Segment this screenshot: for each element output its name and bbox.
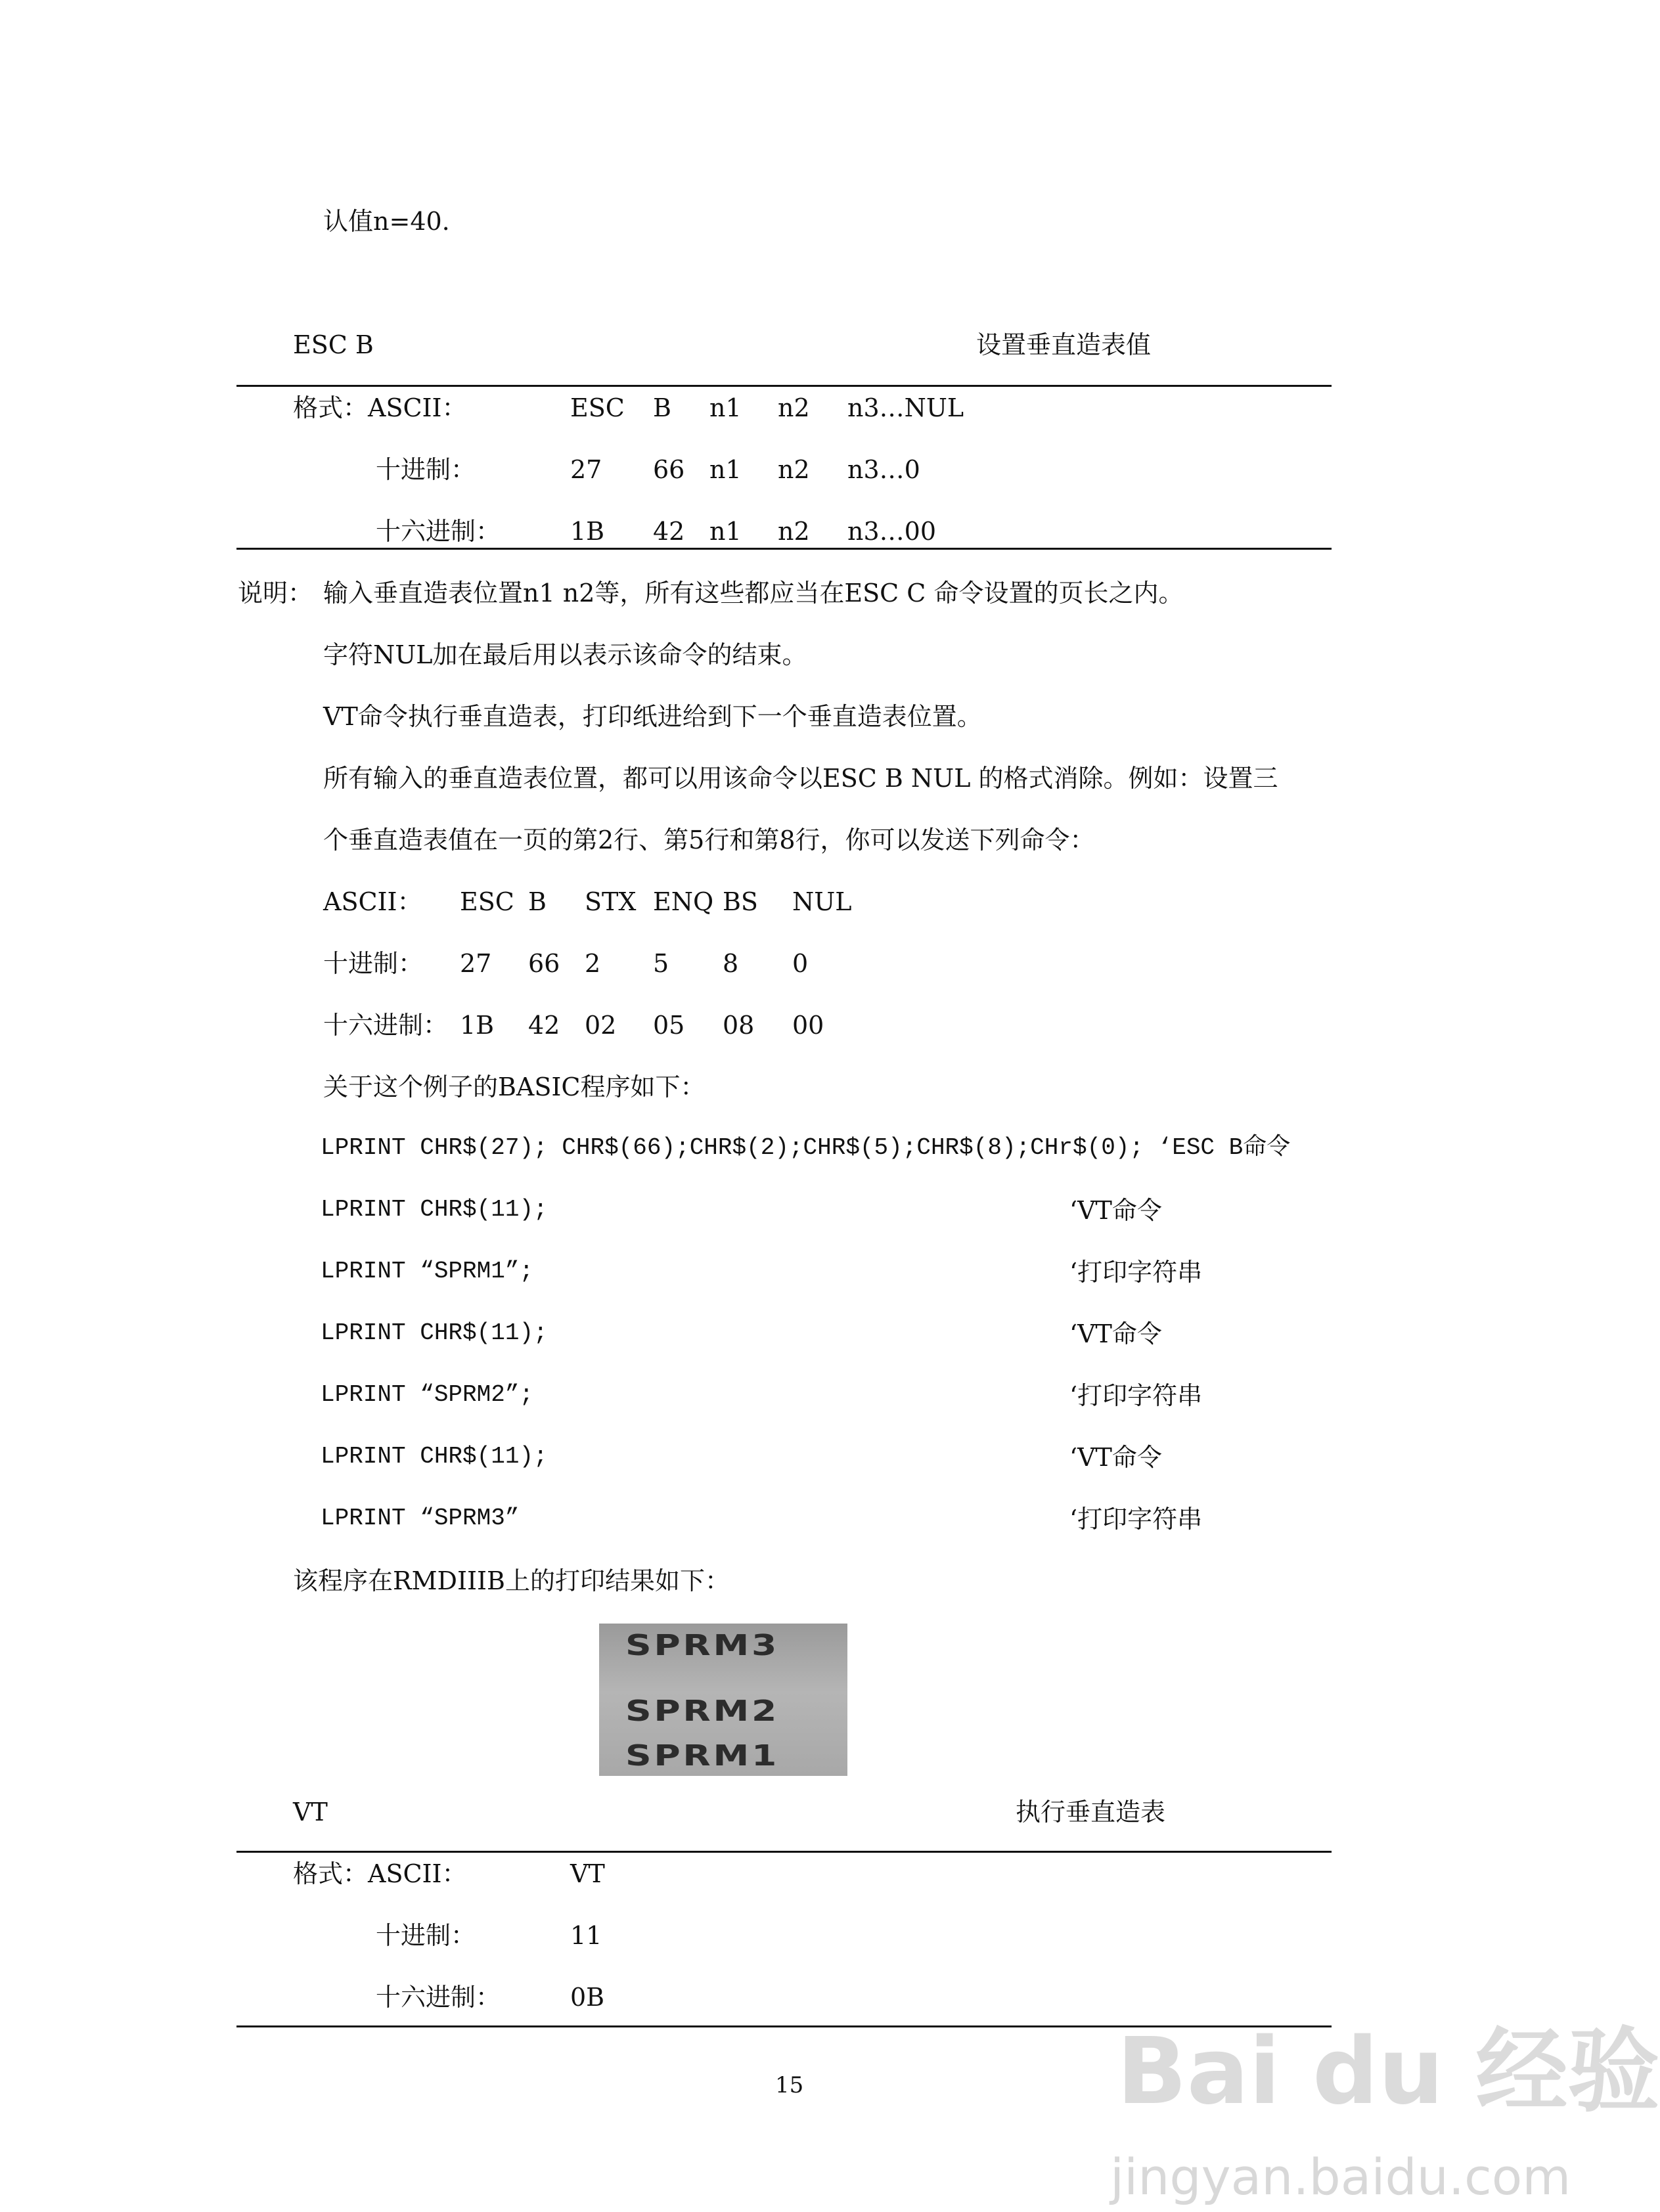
- printout-line-2: SPRM2: [625, 1694, 780, 1728]
- escb-ascii-0: ESC: [570, 393, 625, 422]
- example-hex-1: 42: [528, 1011, 560, 1040]
- vt-title: 执行垂直造表: [1016, 1798, 1166, 1826]
- description-line-5: 个垂直造表值在一页的第2行、第5行和第8行，你可以发送下列命令：: [323, 826, 1095, 854]
- program-line-4: LPRINT CHR$(11);: [321, 1319, 548, 1346]
- example-dec-5: 0: [792, 949, 809, 978]
- escb-top-rule: [236, 385, 1332, 387]
- program-comment-7: ‘打印字符串: [1069, 1505, 1203, 1534]
- program-line-6: LPRINT CHR$(11);: [321, 1443, 548, 1470]
- vt-ascii-value: VT: [570, 1859, 605, 1888]
- vt-top-rule: [236, 1851, 1332, 1853]
- example-ascii-0: ESC: [460, 887, 514, 916]
- example-hex-0: 1B: [460, 1011, 495, 1040]
- vt-dec-label: 十进制：: [376, 1921, 476, 1950]
- program-line-1: LPRINT CHR$(27); CHR$(66);CHR$(2);CHR$(5);CHR$(8);CHr$(0); ‘ESC B命令: [321, 1134, 1291, 1161]
- escb-ascii-3: n2: [778, 393, 810, 422]
- basic-intro: 关于这个例子的BASIC程序如下：: [323, 1073, 706, 1101]
- description-line-3: VT命令执行垂直造表，打印纸进给到下一个垂直造表位置。: [323, 702, 982, 731]
- example-hex-2: 02: [585, 1011, 617, 1040]
- description-label: 说明：: [238, 579, 313, 608]
- escb-dec-label: 十进制：: [376, 455, 476, 484]
- escb-dec-1: 66: [653, 455, 685, 484]
- page-number: 15: [775, 2072, 804, 2098]
- description-line-1: 输入垂直造表位置n1 n2等，所有这些都应当在ESC C 命令设置的页长之内。: [323, 579, 1184, 608]
- description-line-4: 所有输入的垂直造表位置，都可以用该命令以ESC B NUL 的格式消除。例如：设置三: [323, 764, 1278, 793]
- escb-hex-4: n3…00: [847, 517, 937, 546]
- example-dec-2: 2: [585, 949, 601, 978]
- printout-photo: [599, 1624, 847, 1776]
- intro-line: 认值n=40.: [323, 207, 450, 236]
- example-ascii-1: B: [528, 887, 547, 916]
- result-intro: 该程序在RMDIIIB上的打印结果如下：: [293, 1566, 730, 1595]
- example-dec-4: 8: [723, 949, 739, 978]
- example-ascii-3: ENQ: [653, 887, 714, 916]
- program-line-7: LPRINT “SPRM3”: [321, 1505, 520, 1532]
- program-comment-6: ‘VT命令: [1069, 1443, 1162, 1472]
- example-dec-3: 5: [653, 949, 669, 978]
- program-line-2: LPRINT CHR$(11);: [321, 1196, 548, 1223]
- example-hex-label: 十六进制：: [323, 1011, 449, 1040]
- baidu-watermark-logo: Bai du 经验: [1117, 2018, 1660, 2125]
- program-line-5: LPRINT “SPRM2”;: [321, 1381, 534, 1408]
- example-ascii-2: STX: [585, 887, 637, 916]
- example-ascii-5: NUL: [792, 887, 852, 916]
- program-line-3: LPRINT “SPRM1”;: [321, 1258, 534, 1285]
- escb-hex-label: 十六进制：: [376, 517, 501, 546]
- printout-line-3: SPRM1: [625, 1739, 780, 1773]
- vt-format-label: 格式：ASCII：: [293, 1859, 467, 1888]
- vt-hex-value: 0B: [570, 1983, 605, 2012]
- example-dec-0: 27: [460, 949, 492, 978]
- escb-ascii-1: B: [653, 393, 671, 422]
- description-line-2: 字符NUL加在最后用以表示该命令的结束。: [323, 640, 807, 669]
- example-hex-4: 08: [723, 1011, 755, 1040]
- vt-dec-value: 11: [570, 1921, 602, 1950]
- baidu-watermark-url: jingyan.baidu.com: [1110, 2148, 1571, 2206]
- example-hex-3: 05: [653, 1011, 685, 1040]
- example-ascii-label: ASCII：: [323, 887, 422, 916]
- example-ascii-4: BS: [723, 887, 758, 916]
- escb-dec-4: n3…0: [847, 455, 920, 484]
- escb-hex-1: 42: [653, 517, 685, 546]
- escb-ascii-4: n3…NUL: [847, 393, 964, 422]
- vt-command: VT: [293, 1798, 328, 1826]
- program-comment-5: ‘打印字符串: [1069, 1381, 1203, 1410]
- escb-bottom-rule: [236, 548, 1332, 550]
- program-comment-2: ‘VT命令: [1069, 1196, 1162, 1225]
- program-comment-3: ‘打印字符串: [1069, 1258, 1203, 1287]
- escb-dec-0: 27: [570, 455, 602, 484]
- vt-hex-label: 十六进制：: [376, 1983, 501, 2012]
- escb-format-label: 格式：ASCII：: [293, 393, 467, 422]
- example-dec-label: 十进制：: [323, 949, 424, 978]
- printout-line-1: SPRM3: [625, 1629, 780, 1662]
- escb-hex-3: n2: [778, 517, 810, 546]
- program-comment-4: ‘VT命令: [1069, 1319, 1162, 1348]
- escb-ascii-2: n1: [709, 393, 742, 422]
- escb-command: ESC B: [293, 330, 374, 359]
- example-dec-1: 66: [528, 949, 560, 978]
- escb-dec-3: n2: [778, 455, 810, 484]
- escb-title: 设置垂直造表值: [976, 330, 1152, 359]
- escb-hex-0: 1B: [570, 517, 605, 546]
- example-hex-5: 00: [792, 1011, 824, 1040]
- escb-hex-2: n1: [709, 517, 742, 546]
- escb-dec-2: n1: [709, 455, 742, 484]
